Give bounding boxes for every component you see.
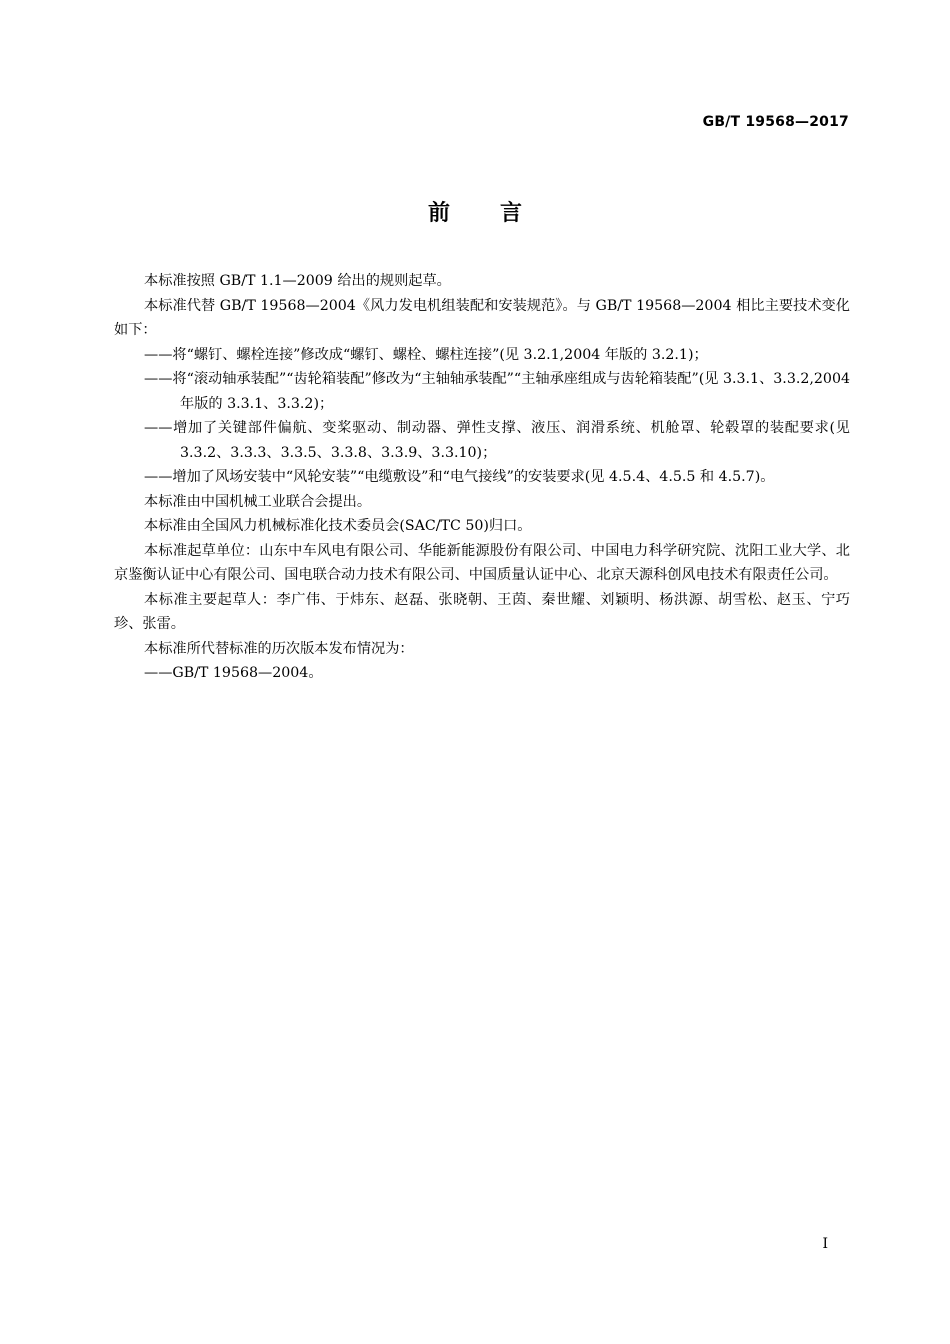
change-item: ——将“螺钉、螺栓连接”修改成“螺钉、螺栓、螺柱连接”(见 3.2.1,2004 年版的 3.2.1)； — [144, 346, 708, 363]
paragraph-drafting-rule: 本标准按照 GB/T 1.1—2009 给出的规则起草。 — [144, 273, 451, 289]
change-item: ——增加了风场安装中“风轮安装”“电缆敷设”和“电气接线”的安装要求(见 4.5.4、4.5.5 和 4.5.7)。 — [144, 469, 775, 485]
paragraph-proposer: 本标准由中国机械工业联合会提出。 — [144, 493, 372, 510]
change-item: ——增加了关键部件偏航、变桨驱动、制动器、弹性支撑、液压、润滑系统、机舱罩、轮毂罩的装配要求(见 3.3.2、3.3.3、3.3.5、3.3.8、3.3.9、3.3.10)； — [144, 420, 850, 461]
paragraph-committee: 本标准由全国风力机械标准化技术委员会(SAC/TC 50)归口。 — [144, 518, 532, 534]
paragraph-previous-versions-intro: 本标准所代替标准的历次版本发布情况为： — [144, 640, 414, 657]
paragraph-drafters: 本标准主要起草人：李广伟、于炜东、赵磊、张晓朝、王茵、秦世耀、刘颖明、杨洪源、胡雪松、赵玉、宁巧珍、张雷。 — [114, 591, 850, 632]
page-title: 前言 — [427, 201, 572, 226]
standard-number: GB/T 19568—2017 — [702, 114, 849, 130]
previous-version-item: ——GB/T 19568—2004。 — [144, 665, 323, 681]
paragraph-drafting-units: 本标准起草单位：山东中车风电有限公司、华能新能源股份有限公司、中国电力科学研究院、沈阳工业大学、北京鉴衡认证中心有限公司、国电联合动力技术有限公司、中国质量认证中心、北京天源科创风电技术有限责任公司。 — [114, 542, 850, 583]
paragraph-replacement: 本标准代替 GB/T 19568—2004《风力发电机组装配和安装规范》。与 GB/T 19568—2004 相比主要技术变化如下： — [114, 297, 850, 338]
change-item: ——将“滚动轴承装配”“齿轮箱装配”修改为“主轴轴承装配”“主轴承座组成与齿轮箱装配”(见 3.3.1、3.3.2,2004 年版的 3.3.1、3.3.2)； — [144, 371, 850, 412]
document-body — [114, 269, 850, 686]
page-number: I — [822, 1236, 828, 1252]
